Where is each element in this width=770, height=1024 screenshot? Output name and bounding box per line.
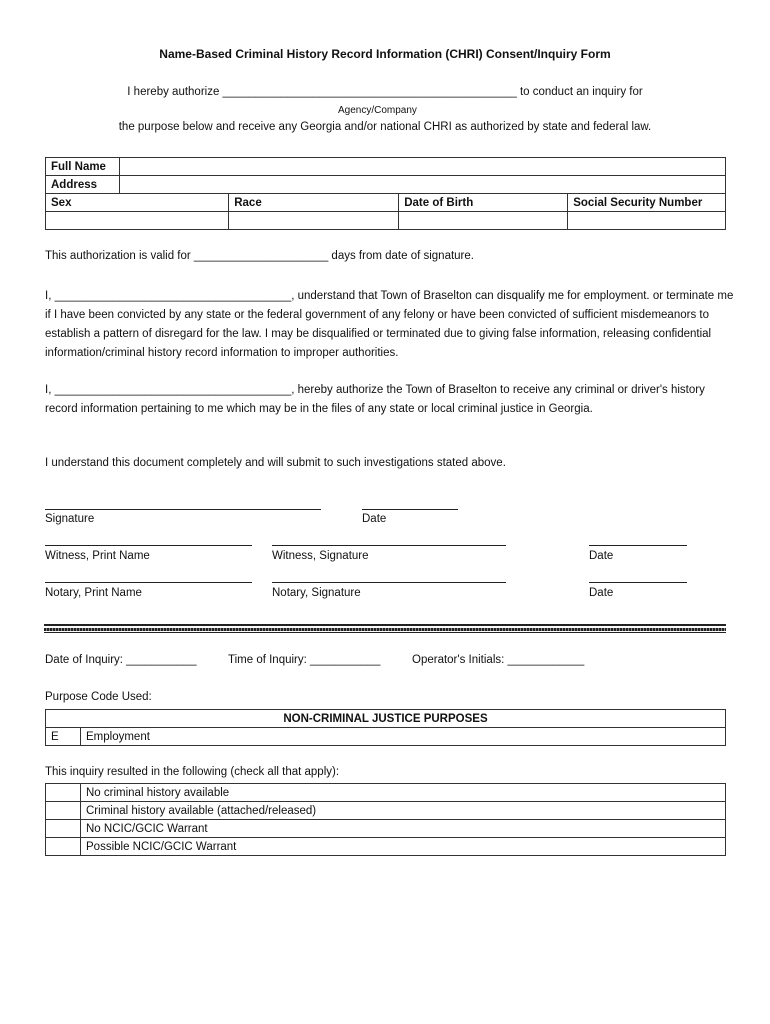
- result-checkbox[interactable]: [46, 838, 81, 856]
- result-label: No criminal history available: [81, 784, 726, 802]
- result-checkbox[interactable]: [46, 784, 81, 802]
- race-field[interactable]: [229, 212, 399, 230]
- full-name-field[interactable]: [120, 158, 726, 176]
- section-divider-top: [44, 624, 726, 626]
- witness-signature-line[interactable]: [272, 545, 506, 546]
- agency-company-label: Agency/Company: [338, 105, 417, 116]
- purpose-table: [45, 709, 726, 746]
- operator-initials: Operator's Initials: ____________: [412, 654, 585, 666]
- result-label: Possible NCIC/GCIC Warrant: [81, 838, 726, 856]
- address-field[interactable]: [120, 176, 726, 194]
- dob-field[interactable]: [399, 212, 568, 230]
- result-row: [46, 784, 726, 802]
- notary-signature-line[interactable]: [272, 582, 506, 583]
- form-title: Name-Based Criminal History Record Information (CHRI) Consent/Inquiry Form: [159, 47, 611, 61]
- authorize-paragraph: I, _____________________________________, hereby authorize the Town of Braselton to receive any criminal or driver's history record information pertaining to me which may be in the files of any state or local criminal justice in Georgia.: [45, 384, 705, 415]
- full-name-label: Full Name: [46, 158, 120, 176]
- purpose-description: Employment: [81, 728, 726, 746]
- witness-date-line[interactable]: [589, 545, 687, 546]
- understand-statement: I understand this document completely and will submit to such investigations stated above.: [45, 457, 506, 469]
- witness-date-label: Date: [589, 550, 614, 562]
- validity-statement: This authorization is valid for _____________________ days from date of signature.: [45, 250, 474, 262]
- section-divider-hatch: [44, 628, 726, 631]
- time-of-inquiry: Time of Inquiry: ___________: [228, 654, 381, 666]
- result-label: Criminal history available (attached/released): [81, 802, 726, 820]
- witness-print-label: Witness, Print Name: [45, 550, 150, 562]
- result-checkbox[interactable]: [46, 820, 81, 838]
- ssn-label: Social Security Number: [568, 194, 726, 212]
- race-label: Race: [229, 194, 399, 212]
- notary-date-line[interactable]: [589, 582, 687, 583]
- notary-signature-label: Notary, Signature: [272, 587, 361, 599]
- notary-print-label: Notary, Print Name: [45, 587, 142, 599]
- dob-label: Date of Birth: [399, 194, 568, 212]
- authorize-line: I hereby authorize ______________________________________________ to conduct an inquiry for: [127, 86, 643, 98]
- signature-line[interactable]: [45, 509, 321, 510]
- purpose-code: E: [46, 728, 81, 746]
- purpose-code-label: Purpose Code Used:: [45, 691, 152, 703]
- signature-date-line[interactable]: [362, 509, 458, 510]
- notary-date-label: Date: [589, 587, 614, 599]
- result-row: [46, 838, 726, 856]
- results-label: This inquiry resulted in the following (check all that apply):: [45, 766, 340, 778]
- result-row: [46, 820, 726, 838]
- sex-field[interactable]: [46, 212, 229, 230]
- notary-print-line[interactable]: [45, 582, 252, 583]
- results-table: [45, 783, 726, 856]
- section-divider-bottom: [44, 632, 726, 633]
- sex-label: Sex: [46, 194, 229, 212]
- address-label: Address: [46, 176, 120, 194]
- ssn-field[interactable]: [568, 212, 726, 230]
- personal-info-table: [45, 157, 726, 230]
- result-checkbox[interactable]: [46, 802, 81, 820]
- disqualify-paragraph: I, _____________________________________, understand that Town of Braselton can disqualify me for employment. or terminate me if I have been convicted by any state or the federal government of any felony or have been convicted of sufficient misdemeanors to establish a pattern of disregard for the law. I may be disqualified or terminated due to giving false information, releasing confidential information/criminal history record information to improper authorities.: [45, 290, 734, 359]
- date-of-inquiry: Date of Inquiry: ___________: [45, 654, 197, 666]
- witness-print-line[interactable]: [45, 545, 252, 546]
- result-label: No NCIC/GCIC Warrant: [81, 820, 726, 838]
- purpose-header: NON-CRIMINAL JUSTICE PURPOSES: [46, 710, 726, 728]
- signature-date-label: Date: [362, 513, 387, 525]
- witness-signature-label: Witness, Signature: [272, 550, 369, 562]
- result-row: [46, 802, 726, 820]
- authorize-purpose-line: the purpose below and receive any Georgia and/or national CHRI as authorized by state and federal law.: [118, 121, 652, 133]
- signature-label: Signature: [45, 513, 95, 525]
